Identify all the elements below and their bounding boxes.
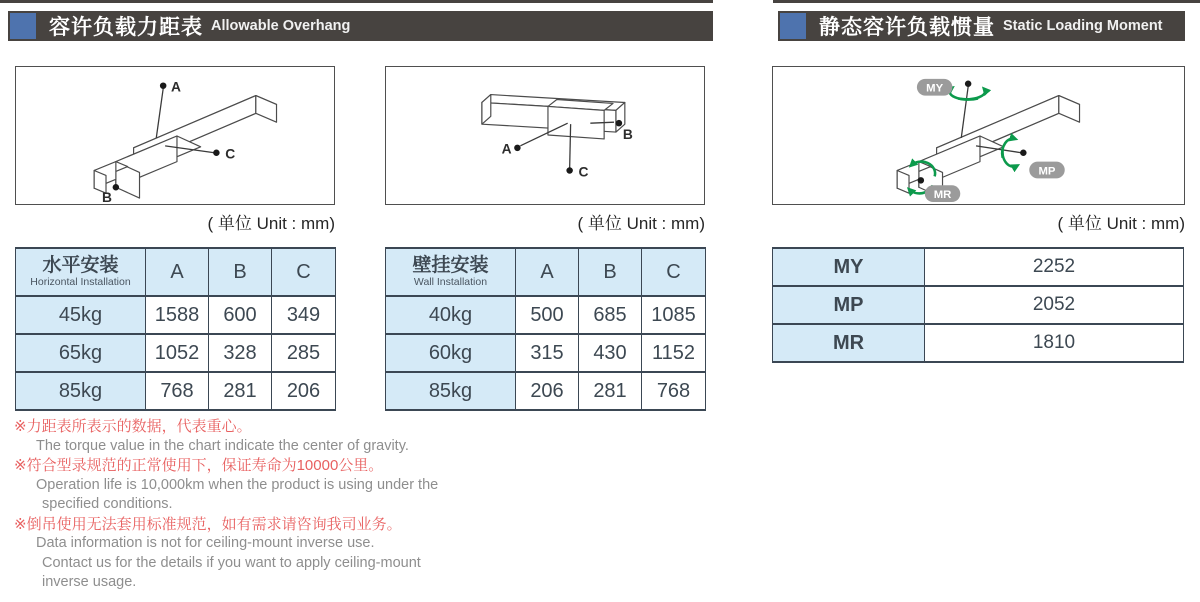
table-title-en: Wall Installation [413,276,488,288]
accent-square [10,13,36,39]
note-line: Data information is not for ceiling-mount inverse use. [36,535,375,551]
value-cell: 206 [516,372,579,410]
value-cell: 685 [579,296,642,334]
dim-label-a: A [501,141,512,157]
moment-label-cell: MP [773,286,925,324]
table-row [16,334,336,372]
value-cell: 600 [209,296,272,334]
table-title-zh: 水平安装 [42,255,119,276]
value-cell: 1085 [642,296,706,334]
dim-label-a: A [171,79,182,95]
table-row [773,248,1184,286]
table-title-en: Horizontal Installation [30,276,131,288]
load-cell: 85kg [16,372,146,410]
note-line: ※符合型录规范的正常使用下，保证寿命为10000公里。 [14,457,384,474]
note-line: inverse usage. [42,574,137,590]
dim-label-c: C [578,164,589,180]
value-cell: 430 [579,334,642,372]
column-header-c: C [272,248,336,296]
section-title-en: Static Loading Moment [1003,18,1163,34]
load-cell: 45kg [16,296,146,334]
column-header-b: B [579,248,642,296]
rail-moment-drawing [773,67,1184,204]
rail-body [482,95,625,139]
top-rule-right [773,0,1200,3]
moment-label-cell: MR [773,324,925,362]
table-title-cell [386,248,516,296]
value-cell: 315 [516,334,579,372]
table-row [386,372,706,410]
note-line: The torque value in the chart indicate the center of gravity. [36,437,409,454]
table-row [16,372,336,410]
value-cell: 1588 [146,296,209,334]
value-cell: 768 [642,372,706,410]
rail-body [94,96,276,199]
value-cell: 285 [272,334,336,372]
unit-label: ( 单位 Unit : mm) [577,214,705,233]
table-title-cell [16,248,146,296]
horizontal-installation-diagram [15,66,335,205]
mp-rotation-arrow [1002,139,1015,158]
accent-square [780,13,806,39]
value-cell: 328 [209,334,272,372]
rail-isometric-drawing [16,67,334,204]
column-header-c: C [642,248,706,296]
note-line: Operation life is 10,000km when the product is using under the [36,476,439,493]
value-cell: 281 [579,372,642,410]
load-cell: 40kg [386,296,516,334]
value-cell: 1152 [642,334,706,372]
section-header-allowable-overhang [8,11,713,41]
wall-installation-diagram [385,66,705,205]
my-rotation-arrow [958,89,985,100]
column-header-a: A [516,248,579,296]
rail-body [897,96,1079,202]
dim-label-b: B [102,190,113,204]
table-row [386,296,706,334]
value-cell: 281 [209,372,272,410]
load-cell: 65kg [16,334,146,372]
mp-badge: MP [1038,165,1056,178]
unit-label: ( 单位 Unit : mm) [1057,214,1185,233]
moment-value-cell: 1810 [925,324,1184,362]
section-header-static-loading-moment [778,11,1185,41]
note-line: ※力距表所表示的数据，代表重心。 [14,418,252,435]
rail-wall-drawing [386,67,704,204]
table-row [16,296,336,334]
note-line: ※倒吊使用无法套用标准规范，如有需求请咨询我司业务。 [14,515,402,533]
value-cell: 206 [272,372,336,410]
moment-label-cell: MY [773,248,925,286]
table-row [386,334,706,372]
static-moment-table [772,247,1184,363]
column-header-a: A [146,248,209,296]
moment-value-cell: 2252 [925,248,1184,286]
moment-value-cell: 2052 [925,286,1184,324]
note-line: Contact us for the details if you want to apply ceiling-mount [42,554,421,571]
dim-label-b: B [622,126,633,142]
wall-installation-table [385,247,706,411]
column-header-b: B [209,248,272,296]
note-line: specified conditions. [42,496,173,512]
value-cell: 768 [146,372,209,410]
my-badge: MY [926,82,944,95]
table-title-zh: 壁挂安装 [412,255,489,276]
section-title-zh: 静态容许负载惯量 [819,16,995,39]
mr-badge: MR [933,189,952,202]
load-cell: 60kg [386,334,516,372]
static-moment-diagram [772,66,1185,205]
section-title-en: Allowable Overhang [211,18,351,34]
value-cell: 349 [272,296,336,334]
section-title-zh: 容许负载力距表 [49,16,203,39]
load-cell: 85kg [386,372,516,410]
table-row [773,286,1184,324]
value-cell: 1052 [146,334,209,372]
unit-label: ( 单位 Unit : mm) [207,214,335,233]
footnotes [14,417,514,593]
table-row [773,324,1184,362]
value-cell: 500 [516,296,579,334]
horizontal-installation-table [15,247,336,411]
top-rule-left [0,0,713,3]
dim-label-c: C [225,146,236,162]
